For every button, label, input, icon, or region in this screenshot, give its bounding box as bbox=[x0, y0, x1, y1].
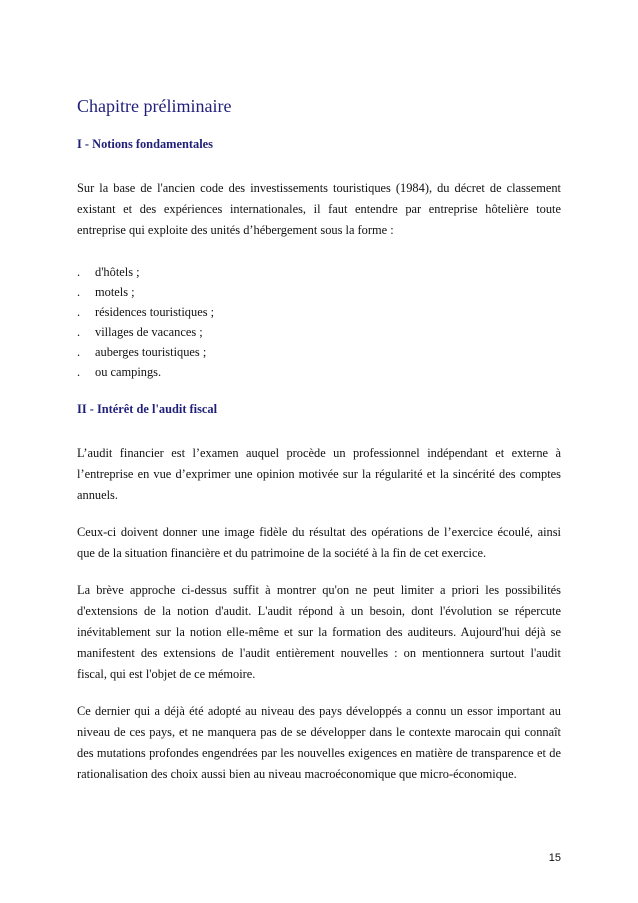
list-item bbox=[77, 282, 561, 302]
list-item bbox=[77, 362, 561, 382]
chapter-title: Chapitre préliminaire bbox=[77, 96, 232, 116]
section-heading-audit-fiscal: II - Intérêt de l'audit fiscal bbox=[77, 402, 218, 416]
spacer bbox=[77, 506, 561, 522]
bullet-mark: . bbox=[77, 345, 81, 359]
section-heading-notions: I - Notions fondamentales bbox=[77, 137, 213, 151]
bullet-mark: . bbox=[77, 365, 81, 379]
page-number: 15 bbox=[548, 852, 561, 864]
list-item-text: d'hôtels ; bbox=[95, 265, 140, 279]
list-item-text: résidences touristiques ; bbox=[95, 305, 215, 319]
page-content bbox=[77, 96, 561, 785]
spacer bbox=[77, 564, 561, 580]
list-item bbox=[77, 322, 561, 342]
paragraph-intro: Sur la base de l'ancien code des investissements touristiques (1984), du décret de classement existant et des expériences internationales, il faut entendre par entreprise hôtelière toute entreprise qui exploite des unités d’hébergement sous la forme : bbox=[77, 181, 561, 237]
list-item bbox=[77, 342, 561, 362]
paragraph-image-fidele: Ceux-ci doivent donner une image fidèle du résultat des opérations de l’exercice écoulé, ainsi que de la situation financière et du patrimoine de la société à la fin de cet exercice. bbox=[77, 525, 561, 560]
bullet-mark: . bbox=[77, 305, 81, 319]
list-item bbox=[77, 302, 561, 322]
spacer bbox=[77, 382, 561, 402]
bullet-mark: . bbox=[77, 265, 81, 279]
paragraph-extensions-audit: La brève approche ci-dessus suffit à montrer qu'on ne peut limiter a priori les possibilités d'extensions de la notion d'audit. L'audit répond à un besoin, dont l'évolution se répercute inévitablement sur la notion elle-même et sur la formation des auditeurs. Aujourd'hui déjà se manifestent des extensions de l'audit entièrement nouvelles : on mentionnera surtout l'audit fiscal, qui est l'objet de ce mémoire. bbox=[77, 583, 561, 681]
bullet-mark: . bbox=[77, 325, 81, 339]
list-item-text: motels ; bbox=[95, 285, 135, 299]
list-item-text: villages de vacances ; bbox=[95, 325, 203, 339]
list-item bbox=[77, 262, 561, 282]
paragraph-contexte-marocain: Ce dernier qui a déjà été adopté au niveau des pays développés a connu un essor important au niveau de ces pays, et ne manquera pas de se développer dans le contexte marocain qui connaît des mutations profondes engendrées par les nouvelles exigences en matière de transparence et de rationalisation des choix aussi bien au niveau macroéconomique que micro-économique. bbox=[77, 704, 561, 781]
list-item-text: auberges touristiques ; bbox=[95, 345, 207, 359]
bullet-mark: . bbox=[77, 285, 81, 299]
accommodation-list bbox=[77, 262, 561, 382]
paragraph-audit-financier: L’audit financier est l’examen auquel procède un professionnel indépendant et externe à l’entreprise en vue d’exprimer une opinion motivée sur la régularité et la sincérité des comptes annuels. bbox=[77, 446, 561, 502]
spacer bbox=[77, 685, 561, 701]
list-item-text: ou campings. bbox=[95, 365, 162, 379]
